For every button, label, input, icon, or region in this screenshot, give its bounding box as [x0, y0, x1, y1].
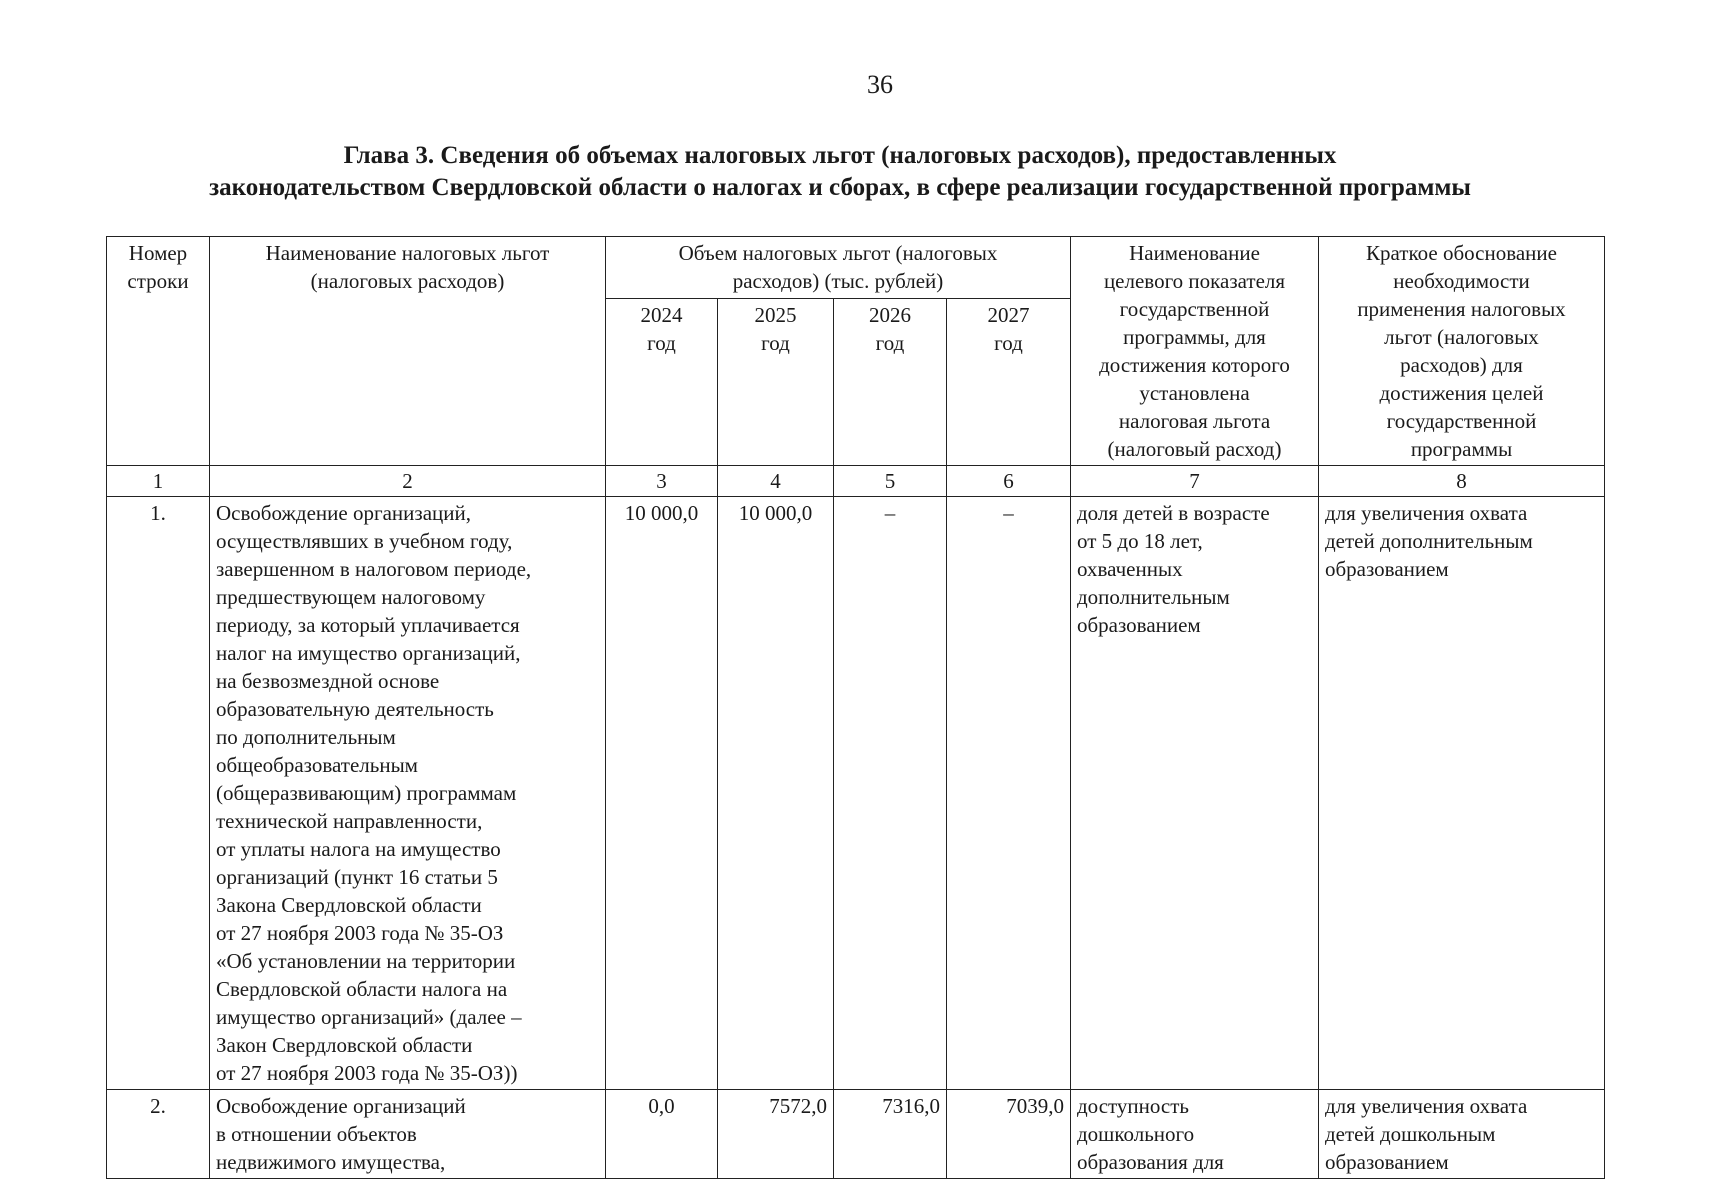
header-year-2027: 2027 год	[947, 298, 1071, 465]
column-number: 5	[834, 466, 947, 497]
header-volume: Объем налоговых льгот (налоговых расходов) (тыс. рублей)	[606, 237, 1071, 299]
target-indicator: доступность дошкольного образования для	[1071, 1090, 1319, 1179]
header-year-2025: 2025 год	[718, 298, 834, 465]
column-number: 7	[1071, 466, 1319, 497]
justification: для увеличения охвата детей дошкольным образованием	[1319, 1090, 1605, 1179]
value-2026: –	[834, 497, 947, 1090]
value-2025: 10 000,0	[718, 497, 834, 1090]
column-number: 6	[947, 466, 1071, 497]
heading-line-1: Глава 3. Сведения об объемах налоговых льгот (налоговых расходов), предоставленных	[343, 142, 1337, 169]
row-number: 1.	[107, 497, 210, 1090]
header-justification: Краткое обоснование необходимости применения налоговых льгот (налоговых расходов) для достижения целей государственной программы	[1319, 237, 1605, 466]
heading-line-2: законодательством Свердловской области о налогах и сборах, в сфере реализации государственной программы	[209, 174, 1471, 201]
value-2027: –	[947, 497, 1071, 1090]
value-2026: 7316,0	[834, 1090, 947, 1179]
page-number: 36	[867, 70, 893, 99]
table-row	[107, 1090, 1605, 1179]
header-year-2026: 2026 год	[834, 298, 947, 465]
value-2024: 0,0	[606, 1090, 718, 1179]
justification: для увеличения охвата детей дополнительным образованием	[1319, 497, 1605, 1090]
column-number: 3	[606, 466, 718, 497]
value-2027: 7039,0	[947, 1090, 1071, 1179]
target-indicator: доля детей в возрасте от 5 до 18 лет, охваченных дополнительным образованием	[1071, 497, 1319, 1090]
table-row	[107, 497, 1605, 1090]
header-benefit-name: Наименование налоговых льгот (налоговых расходов)	[210, 237, 606, 466]
benefit-name: Освобождение организаций в отношении объектов недвижимого имущества,	[210, 1090, 606, 1179]
header-indicator: Наименование целевого показателя государственной программы, для достижения которого установлена налоговая льгота (налоговый расход)	[1071, 237, 1319, 466]
column-number: 4	[718, 466, 834, 497]
header-row-number: Номер строки	[107, 237, 210, 466]
tax-benefits-table	[106, 236, 1605, 1179]
value-2025: 7572,0	[718, 1090, 834, 1179]
header-year-2024: 2024 год	[606, 298, 718, 465]
column-number: 1	[107, 466, 210, 497]
header-row	[107, 237, 1605, 299]
chapter-heading	[100, 140, 1580, 204]
column-number-row	[107, 466, 1605, 497]
benefit-name: Освобождение организаций, осуществлявших в учебном году, завершенном в налоговом периоде, предшествующем налоговому периоду, за который уплачивается налог на имущество организаций, на безвозмездной основе образовательную деятельность по дополнительным общеобразовательным (общеразвивающим) программам технической направленности, от уплаты налога на имущество организаций (пункт 16 статьи 5 Закона Свердловской области от 27 ноября 2003 года № 35-ОЗ «Об установлении на территории Свердловской области налога на имущество организаций» (далее – Закон Свердловской области от 27 ноября 2003 года № 35-ОЗ))	[210, 497, 606, 1090]
column-number: 2	[210, 466, 606, 497]
row-number: 2.	[107, 1090, 210, 1179]
value-2024: 10 000,0	[606, 497, 718, 1090]
column-number: 8	[1319, 466, 1605, 497]
